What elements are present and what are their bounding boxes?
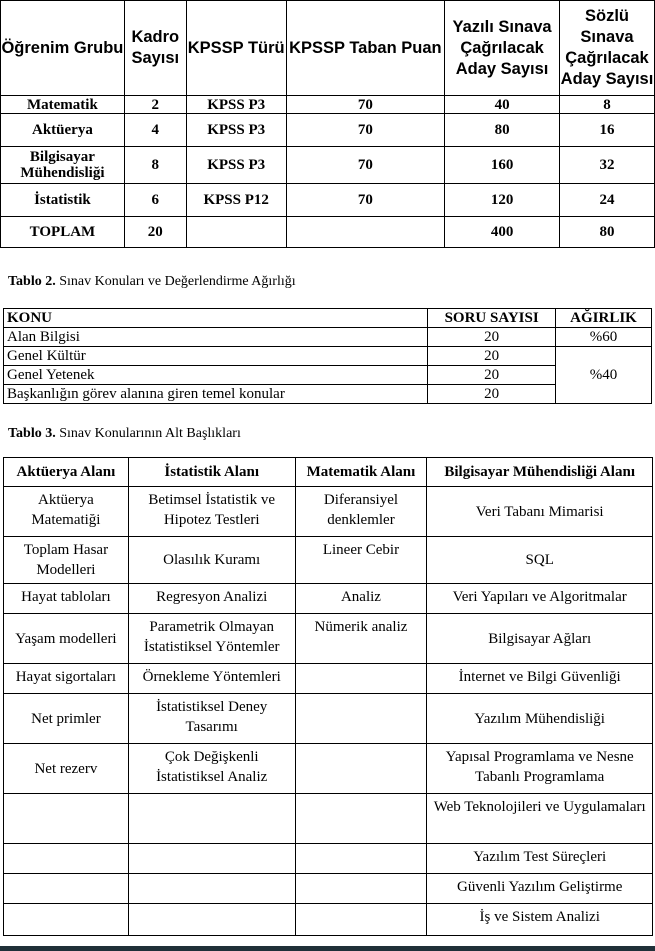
cell-istatistik (128, 904, 295, 936)
cell-istatistik: Parametrik Olmayan İstatistiksel Yöntemler (128, 614, 295, 664)
table2-caption-label: Tablo 2. (8, 274, 56, 289)
cell-aktuerya (4, 874, 129, 904)
cell-matematik (295, 694, 427, 744)
table-header-row (1, 1, 655, 96)
table-row (4, 537, 653, 584)
cell-empty (186, 217, 286, 248)
table-row (4, 844, 653, 874)
cell-matematik (295, 664, 427, 694)
cell-yazili: 40 (445, 96, 560, 114)
table-row (4, 794, 653, 844)
cell-kadro: 6 (124, 184, 186, 217)
cell-kpss-type: KPSS P3 (186, 114, 286, 147)
header-kpssp-turu: KPSSP Türü (186, 1, 286, 96)
cell-sozlu: 24 (560, 184, 655, 217)
table-row (1, 114, 655, 147)
cell-istatistik (128, 844, 295, 874)
cell-kadro: 2 (124, 96, 186, 114)
cell-aktuerya: Hayat tabloları (4, 584, 129, 614)
cell-bilgisayar: Bilgisayar Ağları (427, 614, 653, 664)
table-row (4, 904, 653, 936)
cell-konu: Genel Yetenek (4, 366, 428, 385)
cell-kpss-type: KPSS P3 (186, 147, 286, 184)
cell-istatistik: Betimsel İstatistik ve Hipotez Testleri (128, 487, 295, 537)
exam-weights-table (3, 308, 652, 404)
cell-total-sozlu: 80 (560, 217, 655, 248)
table-row (4, 694, 653, 744)
header-yazili-aday: Yazılı Sınava Çağrılacak Aday Sayısı (445, 1, 560, 96)
cell-group: Matematik (1, 96, 125, 114)
cell-kpss-type: KPSS P12 (186, 184, 286, 217)
header-ogrenim-grubu: Öğrenim Grubu (1, 1, 125, 96)
cell-aktuerya: Net primler (4, 694, 129, 744)
cell-aktuerya: Hayat sigortaları (4, 664, 129, 694)
cell-matematik: Lineer Cebir (295, 537, 427, 584)
table-row (4, 614, 653, 664)
table2-caption-text: Sınav Konuları ve Değerlendirme Ağırlığı (55, 274, 296, 289)
table2-caption (8, 274, 296, 290)
cell-taban: 70 (286, 114, 445, 147)
table3-caption-text: Sınav Konularının Alt Başlıkları (55, 426, 241, 441)
cell-group: Bilgisayar Mühendisliği (1, 147, 125, 184)
cell-total-label: TOPLAM (1, 217, 125, 248)
table-row (4, 744, 653, 794)
cell-bilgisayar: İnternet ve Bilgi Güvenliği (427, 664, 653, 694)
table3-caption-label: Tablo 3. (8, 426, 56, 441)
table-row (1, 184, 655, 217)
header-kadro-sayisi: Kadro Sayısı (124, 1, 186, 96)
cell-matematik (295, 904, 427, 936)
cell-agirlik: %60 (556, 328, 652, 347)
cell-kpss-type: KPSS P3 (186, 96, 286, 114)
cell-soru: 20 (428, 328, 556, 347)
header-sozlu-aday: Sözlü Sınava Çağrılacak Aday Sayısı (560, 1, 655, 96)
cell-soru: 20 (428, 385, 556, 404)
cell-istatistik: Regresyon Analizi (128, 584, 295, 614)
cell-taban: 70 (286, 184, 445, 217)
table-row (4, 385, 652, 404)
cell-aktuerya: Aktüerya Matematiği (4, 487, 129, 537)
cell-bilgisayar: İş ve Sistem Analizi (427, 904, 653, 936)
cell-konu: Genel Kültür (4, 347, 428, 366)
table-row (4, 366, 652, 385)
cell-bilgisayar: SQL (427, 537, 653, 584)
cell-matematik (295, 874, 427, 904)
cell-yazili: 120 (445, 184, 560, 217)
cell-yazili: 160 (445, 147, 560, 184)
table-row (4, 874, 653, 904)
cell-sozlu: 32 (560, 147, 655, 184)
cell-bilgisayar: Güvenli Yazılım Geliştirme (427, 874, 653, 904)
cell-taban: 70 (286, 147, 445, 184)
cell-group: Aktüerya (1, 114, 125, 147)
window-bottom-bar (0, 946, 655, 951)
table-row (4, 487, 653, 537)
header-kpssp-taban-puan: KPSSP Taban Puan (286, 1, 445, 96)
cell-konu: Başkanlığın görev alanına giren temel konular (4, 385, 428, 404)
cell-bilgisayar: Web Teknolojileri ve Uygulamaları (427, 794, 653, 844)
cell-istatistik: Örnekleme Yöntemleri (128, 664, 295, 694)
table-row (4, 347, 652, 366)
cell-kadro: 4 (124, 114, 186, 147)
cell-aktuerya: Yaşam modelleri (4, 614, 129, 664)
cell-istatistik: İstatistiksel Deney Tasarımı (128, 694, 295, 744)
cell-istatistik: Olasılık Kuramı (128, 537, 295, 584)
cell-istatistik (128, 794, 295, 844)
table-row (4, 328, 652, 347)
cell-agirlik: %40 (556, 347, 652, 404)
cell-bilgisayar: Yapısal Programlama ve Nesne Tabanlı Programlama (427, 744, 653, 794)
cell-konu: Alan Bilgisi (4, 328, 428, 347)
header-konu: KONU (4, 309, 428, 328)
cell-sozlu: 16 (560, 114, 655, 147)
header-aktuerya: Aktüerya Alanı (4, 458, 129, 487)
total-row (1, 217, 655, 248)
cell-matematik (295, 794, 427, 844)
cell-total-yazili: 400 (445, 217, 560, 248)
cell-soru: 20 (428, 366, 556, 385)
cell-aktuerya: Net rezerv (4, 744, 129, 794)
cell-yazili: 80 (445, 114, 560, 147)
cell-group: İstatistik (1, 184, 125, 217)
exam-subtopics-table (3, 457, 653, 936)
header-bilgisayar: Bilgisayar Mühendisliği Alanı (427, 458, 653, 487)
cell-bilgisayar: Veri Tabanı Mimarisi (427, 487, 653, 537)
table-row (1, 96, 655, 114)
table-row (4, 584, 653, 614)
cell-bilgisayar: Veri Yapıları ve Algoritmalar (427, 584, 653, 614)
header-agirlik: AĞIRLIK (556, 309, 652, 328)
table-header-row (4, 458, 653, 487)
cell-aktuerya: Toplam Hasar Modelleri (4, 537, 129, 584)
cell-aktuerya (4, 794, 129, 844)
table3-caption (8, 426, 241, 442)
cell-bilgisayar: Yazılım Test Süreçleri (427, 844, 653, 874)
header-soru-sayisi: SORU SAYISI (428, 309, 556, 328)
cell-istatistik: Çok Değişkenli İstatistiksel Analiz (128, 744, 295, 794)
table-header-row (4, 309, 652, 328)
cell-aktuerya (4, 904, 129, 936)
cell-kadro: 8 (124, 147, 186, 184)
cell-total-kadro: 20 (124, 217, 186, 248)
cell-matematik: Nümerik analiz (295, 614, 427, 664)
cell-soru: 20 (428, 347, 556, 366)
cell-istatistik (128, 874, 295, 904)
table-row (4, 664, 653, 694)
cell-taban: 70 (286, 96, 445, 114)
positions-table (0, 0, 655, 248)
cell-matematik: Diferansiyel denklemler (295, 487, 427, 537)
cell-matematik (295, 844, 427, 874)
cell-bilgisayar: Yazılım Mühendisliği (427, 694, 653, 744)
header-matematik: Matematik Alanı (295, 458, 427, 487)
cell-matematik: Analiz (295, 584, 427, 614)
cell-aktuerya (4, 844, 129, 874)
table-row (1, 147, 655, 184)
cell-matematik (295, 744, 427, 794)
header-istatistik: İstatistik Alanı (128, 458, 295, 487)
cell-sozlu: 8 (560, 96, 655, 114)
cell-empty (286, 217, 445, 248)
